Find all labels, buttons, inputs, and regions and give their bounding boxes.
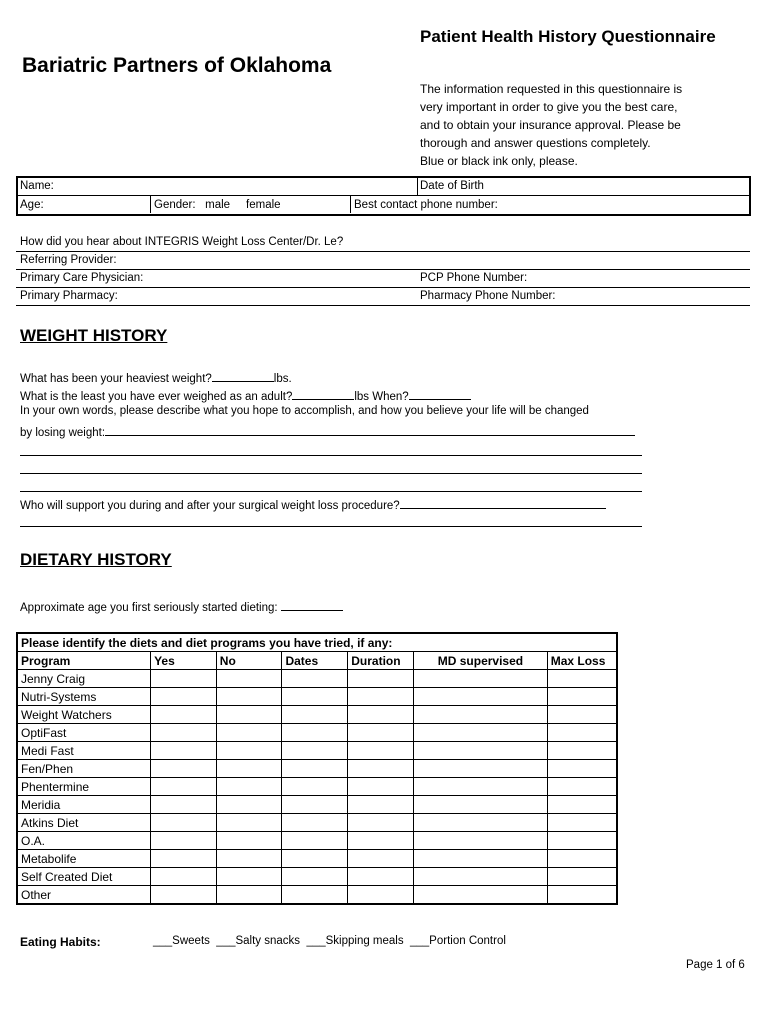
table-row <box>17 796 617 814</box>
dietary-history-heading: DIETARY HISTORY <box>20 550 172 569</box>
answer-cell[interactable] <box>414 814 548 832</box>
table-row <box>17 814 617 832</box>
answer-cell[interactable] <box>216 814 282 832</box>
answer-cell[interactable] <box>282 760 348 778</box>
table-row <box>17 724 617 742</box>
answer-cell[interactable] <box>216 670 282 688</box>
table-row <box>17 886 617 905</box>
answer-cell[interactable] <box>547 688 617 706</box>
answer-cell[interactable] <box>216 742 282 760</box>
program-name: Phentermine <box>17 778 151 796</box>
heaviest-weight-question <box>20 369 292 385</box>
answer-cell[interactable] <box>282 670 348 688</box>
pcp-field[interactable]: Primary Care Physician: <box>20 272 144 284</box>
habit-option[interactable]: ___Sweets <box>153 935 210 947</box>
answer-cell[interactable] <box>414 688 548 706</box>
habit-option[interactable]: ___Skipping meals <box>306 935 404 947</box>
answer-cell[interactable] <box>216 832 282 850</box>
answer-cell[interactable] <box>414 850 548 868</box>
table-row <box>17 670 617 688</box>
answer-cell[interactable] <box>414 868 548 886</box>
answer-cell[interactable] <box>348 850 414 868</box>
program-name: Other <box>17 886 151 905</box>
answer-cell[interactable] <box>547 724 617 742</box>
table-row <box>17 850 617 868</box>
question-text: by losing weight: <box>20 427 106 439</box>
table-row <box>17 706 617 724</box>
question-text: Who will support you during and after your surgical weight loss procedure? <box>20 500 400 512</box>
column-header-md-supervised: MD supervised <box>414 652 548 670</box>
answer-cell[interactable] <box>348 814 414 832</box>
program-name: Metabolife <box>17 850 151 868</box>
answer-cell[interactable] <box>282 832 348 850</box>
answer-cell[interactable] <box>151 670 217 688</box>
column-header-max-loss: Max Loss <box>547 652 617 670</box>
answer-cell[interactable] <box>216 850 282 868</box>
answer-cell[interactable] <box>282 868 348 886</box>
answer-cell[interactable] <box>348 832 414 850</box>
answer-cell[interactable] <box>151 742 217 760</box>
answer-cell[interactable] <box>547 814 617 832</box>
table-row <box>17 760 617 778</box>
gender-field[interactable]: Gender: male female <box>154 199 281 211</box>
answer-cell[interactable] <box>414 742 548 760</box>
table-row <box>17 832 617 850</box>
support-answer-blank[interactable] <box>400 496 606 509</box>
answer-cell[interactable] <box>151 868 217 886</box>
program-name: Atkins Diet <box>17 814 151 832</box>
answer-cell[interactable] <box>414 670 548 688</box>
answer-cell[interactable] <box>348 778 414 796</box>
intro-line: thorough and answer questions completely. <box>420 136 651 150</box>
heaviest-weight-blank[interactable] <box>212 369 274 382</box>
answer-cell[interactable] <box>216 688 282 706</box>
answer-cell[interactable] <box>348 706 414 724</box>
table-row <box>17 688 617 706</box>
answer-cell[interactable] <box>547 778 617 796</box>
dob-field[interactable]: Date of Birth <box>420 180 484 192</box>
answer-cell[interactable] <box>151 886 217 905</box>
answer-line[interactable] <box>20 491 642 492</box>
answer-cell[interactable] <box>348 688 414 706</box>
table-row <box>17 778 617 796</box>
program-name: Weight Watchers <box>17 706 151 724</box>
eating-habits-label: Eating Habits: <box>20 935 101 949</box>
hear-about-field[interactable]: How did you hear about INTEGRIS Weight Loss Center/Dr. Le? <box>20 236 344 248</box>
answer-cell[interactable] <box>216 796 282 814</box>
hope-question: In your own words, please describe what you hope to accomplish, and how you believe your life will be changed <box>20 405 589 417</box>
answer-cell[interactable] <box>414 796 548 814</box>
answer-line[interactable] <box>20 526 642 527</box>
diet-programs-table <box>16 632 618 905</box>
answer-cell[interactable] <box>348 868 414 886</box>
table-caption: Please identify the diets and diet programs you have tried, if any: <box>17 633 617 652</box>
answer-cell[interactable] <box>282 742 348 760</box>
answer-cell[interactable] <box>547 886 617 905</box>
answer-cell[interactable] <box>282 886 348 905</box>
answer-cell[interactable] <box>414 760 548 778</box>
program-name: Jenny Craig <box>17 670 151 688</box>
answer-cell[interactable] <box>282 706 348 724</box>
answer-cell[interactable] <box>282 778 348 796</box>
answer-cell[interactable] <box>348 796 414 814</box>
answer-line[interactable] <box>20 455 642 456</box>
habit-option[interactable]: ___Portion Control <box>410 935 506 947</box>
column-header-program: Program <box>17 652 151 670</box>
dieting-age-question <box>20 598 343 614</box>
answer-line[interactable] <box>20 473 642 474</box>
answer-cell[interactable] <box>216 724 282 742</box>
column-header-no: No <box>216 652 282 670</box>
answer-cell[interactable] <box>547 706 617 724</box>
answer-cell[interactable] <box>282 814 348 832</box>
support-question <box>20 496 606 512</box>
answer-cell[interactable] <box>547 796 617 814</box>
intro-line: Blue or black ink only, please. <box>420 154 578 168</box>
answer-cell[interactable] <box>216 706 282 724</box>
program-name: Fen/Phen <box>17 760 151 778</box>
answer-cell[interactable] <box>414 706 548 724</box>
program-name: Meridia <box>17 796 151 814</box>
eating-habits-options <box>153 935 506 947</box>
answer-cell[interactable] <box>282 796 348 814</box>
answer-cell[interactable] <box>547 832 617 850</box>
question-text: What is the least you have ever weighed as an adult? <box>20 391 293 403</box>
answer-cell[interactable] <box>547 760 617 778</box>
unit-text: lbs. <box>273 373 292 385</box>
answer-cell[interactable] <box>414 886 548 905</box>
table-row <box>17 868 617 886</box>
program-name: Nutri-Systems <box>17 688 151 706</box>
answer-cell[interactable] <box>151 850 217 868</box>
program-name: O.A. <box>17 832 151 850</box>
intro-text <box>420 80 682 170</box>
answer-cell[interactable] <box>151 832 217 850</box>
program-name: Medi Fast <box>17 742 151 760</box>
answer-cell[interactable] <box>414 724 548 742</box>
organization-name: Bariatric Partners of Oklahoma <box>22 54 332 77</box>
column-header-dates: Dates <box>282 652 348 670</box>
habit-option[interactable]: ___Salty snacks <box>216 935 301 947</box>
answer-cell[interactable] <box>151 706 217 724</box>
column-header-yes: Yes <box>151 652 217 670</box>
answer-cell[interactable] <box>151 778 217 796</box>
pharmacy-phone-field[interactable]: Pharmacy Phone Number: <box>420 290 556 302</box>
answer-cell[interactable] <box>282 850 348 868</box>
answer-cell[interactable] <box>547 850 617 868</box>
answer-cell[interactable] <box>414 832 548 850</box>
answer-cell[interactable] <box>151 724 217 742</box>
answer-cell[interactable] <box>216 886 282 905</box>
referring-provider-field[interactable]: Referring Provider: <box>20 254 117 266</box>
program-name: OptiFast <box>17 724 151 742</box>
answer-cell[interactable] <box>216 778 282 796</box>
table-row <box>17 742 617 760</box>
weight-history-heading: WEIGHT HISTORY <box>20 326 168 345</box>
program-name: Self Created Diet <box>17 868 151 886</box>
answer-cell[interactable] <box>348 742 414 760</box>
page-number: Page 1 of 6 <box>686 959 745 971</box>
name-field[interactable]: Name: <box>20 180 54 192</box>
answer-cell[interactable] <box>348 670 414 688</box>
answer-cell[interactable] <box>547 670 617 688</box>
hope-question-cont <box>20 423 635 439</box>
least-weight-blank[interactable] <box>292 387 354 400</box>
answer-cell[interactable] <box>547 868 617 886</box>
dieting-age-blank[interactable] <box>281 598 343 611</box>
answer-cell[interactable] <box>547 742 617 760</box>
age-field[interactable]: Age: <box>20 199 44 211</box>
answer-cell[interactable] <box>216 868 282 886</box>
least-weight-question <box>20 387 471 403</box>
pharmacy-field[interactable]: Primary Pharmacy: <box>20 290 118 302</box>
answer-cell[interactable] <box>151 814 217 832</box>
answer-cell[interactable] <box>414 778 548 796</box>
answer-cell[interactable] <box>348 886 414 905</box>
answer-cell[interactable] <box>282 688 348 706</box>
answer-cell[interactable] <box>282 724 348 742</box>
answer-cell[interactable] <box>216 760 282 778</box>
when-blank[interactable] <box>409 387 471 400</box>
pcp-phone-field[interactable]: PCP Phone Number: <box>420 272 528 284</box>
question-text: What has been your heaviest weight? <box>20 373 212 385</box>
answer-cell[interactable] <box>151 688 217 706</box>
hope-answer-blank[interactable] <box>105 423 635 436</box>
intro-line: very important in order to give you the best care, <box>420 100 678 114</box>
intro-line: The information requested in this questionnaire is <box>420 82 683 96</box>
column-header-duration: Duration <box>348 652 414 670</box>
answer-cell[interactable] <box>151 760 217 778</box>
intro-line: and to obtain your insurance approval. Please be <box>420 118 681 132</box>
phone-field[interactable]: Best contact phone number: <box>354 199 498 211</box>
answer-cell[interactable] <box>348 724 414 742</box>
answer-cell[interactable] <box>151 796 217 814</box>
unit-text: lbs When? <box>354 391 409 403</box>
answer-cell[interactable] <box>348 760 414 778</box>
question-text: Approximate age you first seriously started dieting: <box>20 602 278 614</box>
form-title: Patient Health History Questionnaire <box>420 27 716 46</box>
